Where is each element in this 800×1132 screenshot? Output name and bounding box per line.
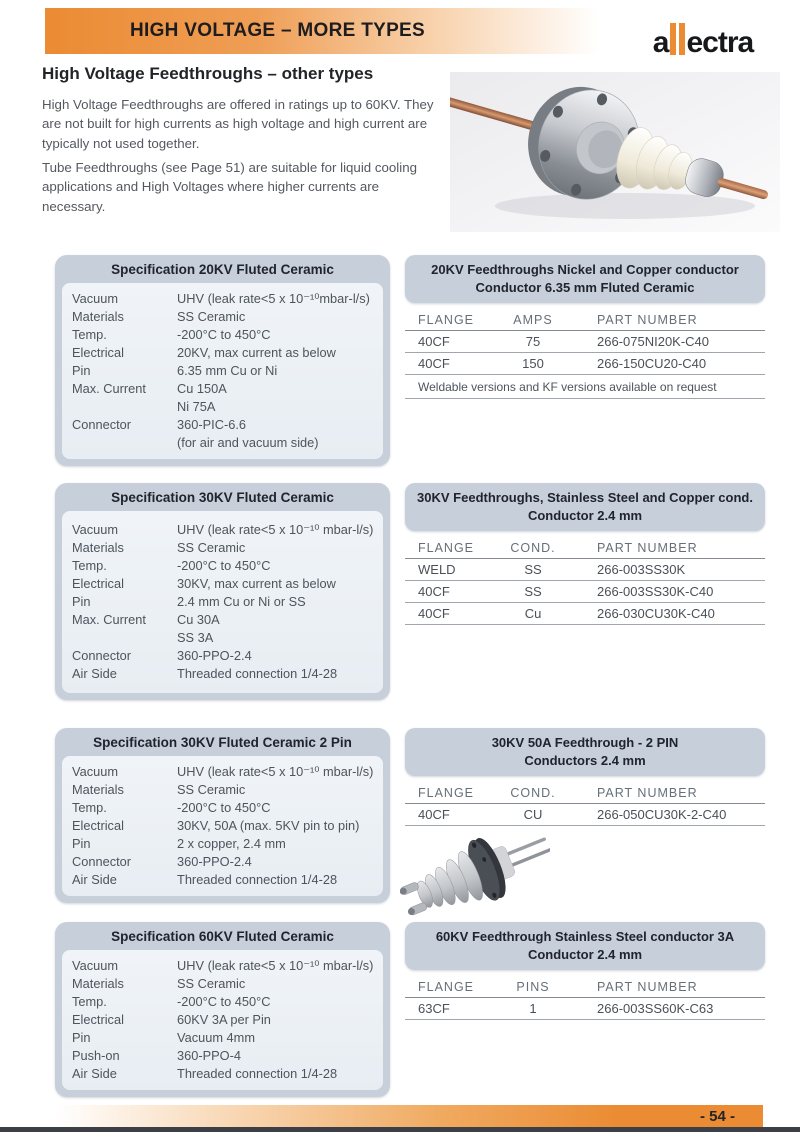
spec-row bbox=[72, 290, 377, 308]
page-bottom-edge bbox=[0, 1127, 800, 1132]
spec-row bbox=[72, 993, 377, 1011]
spec-value: SS Ceramic bbox=[177, 540, 246, 555]
spec-value: 20KV, max current as below bbox=[177, 345, 336, 360]
table-row bbox=[405, 998, 765, 1020]
table-title-line1: 30KV Feedthroughs, Stainless Steel and Copper cond. bbox=[417, 490, 753, 505]
spec-value: SS Ceramic bbox=[177, 976, 246, 991]
spec-value: 6.35 mm Cu or Ni bbox=[177, 363, 278, 378]
spec-label: Electrical bbox=[72, 345, 124, 360]
spec-label: Temp. bbox=[72, 327, 107, 342]
spec-label: Pin bbox=[72, 363, 91, 378]
spec-value: Threaded connection 1/4-28 bbox=[177, 666, 338, 681]
spec-value: 360-PPO-2.4 bbox=[177, 854, 252, 869]
column-header: FLANGE bbox=[418, 313, 475, 328]
spec-row bbox=[72, 557, 377, 575]
table-title-line2: Conductor 2.4 mm bbox=[527, 947, 643, 963]
spec-value: UHV (leak rate<5 x 10⁻¹⁰ mbar-l/s) bbox=[177, 764, 374, 779]
spec-label: Connector bbox=[72, 648, 132, 663]
column-header: FLANGE bbox=[418, 541, 475, 556]
intro-paragraph-2: Tube Feedthroughs (see Page 51) are suitable for liquid cooling applications and High Voltages where higher currents are necessary. bbox=[42, 160, 418, 214]
spec-row bbox=[72, 799, 377, 817]
cell-flange: 40CF bbox=[418, 356, 450, 372]
spec-row bbox=[72, 380, 377, 398]
section-heading: High Voltage Feedthroughs – other types bbox=[42, 64, 374, 83]
spec-value: 30KV, max current as below bbox=[177, 576, 336, 591]
table-footnote: Weldable versions and KF versions available on request bbox=[405, 375, 765, 399]
logo-letters-ectra: ectra bbox=[686, 26, 754, 59]
spec-label bbox=[72, 398, 177, 416]
spec-value: Cu 150A bbox=[177, 381, 227, 396]
cell-flange: 40CF bbox=[418, 606, 450, 622]
spec-value: -200°C to 450°C bbox=[177, 800, 271, 815]
spec-label bbox=[72, 434, 177, 452]
cell-part-number: 266-003SS60K-C63 bbox=[597, 1001, 714, 1017]
spec-value: UHV (leak rate<5 x 10⁻¹⁰ mbar-l/s) bbox=[177, 522, 374, 537]
table-header-row bbox=[405, 977, 765, 998]
cell-pins: 1 bbox=[529, 1001, 537, 1017]
column-header: COND. bbox=[510, 541, 556, 556]
spec-row bbox=[72, 593, 377, 611]
spec-row bbox=[72, 398, 377, 416]
page-title: HIGH VOLTAGE – MORE TYPES bbox=[130, 20, 425, 41]
spec-label: Vacuum bbox=[72, 958, 118, 973]
spec-value: 2 x copper, 2.4 mm bbox=[177, 836, 286, 851]
cell-flange: 40CF bbox=[418, 807, 450, 823]
spec-row bbox=[72, 611, 377, 629]
allectra-logo bbox=[648, 4, 758, 58]
spec-box-60kv bbox=[55, 922, 390, 1097]
spec-label: Pin bbox=[72, 836, 91, 851]
spec-row bbox=[72, 871, 377, 889]
spec-value: Cu 30A bbox=[177, 612, 220, 627]
cell-part-number: 266-003SS30K bbox=[597, 562, 686, 578]
spec-value: Threaded connection 1/4-28 bbox=[177, 872, 338, 887]
spec-row bbox=[72, 957, 377, 975]
spec-row bbox=[72, 835, 377, 853]
cell-part-number: 266-050CU30K-2-C40 bbox=[597, 807, 727, 823]
spec-label: Temp. bbox=[72, 994, 107, 1009]
spec-label: Connector bbox=[72, 854, 132, 869]
spec-value: -200°C to 450°C bbox=[177, 558, 271, 573]
spec-label: Temp. bbox=[72, 800, 107, 815]
cell-flange: 40CF bbox=[418, 584, 450, 600]
spec-value: 360-PPO-4 bbox=[177, 1048, 242, 1063]
spec-box-title: Specification 30KV Fluted Ceramic bbox=[111, 490, 334, 505]
page-number: - 54 - bbox=[699, 1108, 735, 1125]
spec-row bbox=[72, 308, 377, 326]
spec-value: 360-PIC-6.6 bbox=[177, 417, 246, 432]
table-title-line2: Conductors 2.4 mm bbox=[524, 753, 646, 769]
spec-row bbox=[72, 575, 377, 593]
spec-label: Vacuum bbox=[72, 291, 118, 306]
spec-box-title: Specification 30KV Fluted Ceramic 2 Pin bbox=[93, 735, 352, 750]
spec-box-body bbox=[62, 950, 383, 1090]
spec-label: Push-on bbox=[72, 1048, 120, 1063]
table-title bbox=[405, 728, 765, 776]
spec-row bbox=[72, 1047, 377, 1065]
logo-letter-a: a bbox=[652, 26, 669, 59]
cell-part-number: 266-150CU20-C40 bbox=[597, 356, 707, 372]
table-title bbox=[405, 922, 765, 970]
spec-box-body bbox=[62, 756, 383, 896]
cell-amps: 150 bbox=[522, 356, 544, 372]
table-header-row bbox=[405, 783, 765, 804]
spec-row bbox=[72, 539, 377, 557]
table-title bbox=[405, 483, 765, 531]
cell-flange: WELD bbox=[418, 562, 456, 578]
table-row bbox=[405, 603, 765, 625]
spec-label: Materials bbox=[72, 540, 124, 555]
table-30kv-50a bbox=[405, 728, 765, 826]
column-header: PINS bbox=[516, 980, 550, 995]
table-title bbox=[405, 255, 765, 303]
spec-value: SS Ceramic bbox=[177, 782, 246, 797]
table-title-line1: 30KV 50A Feedthrough - 2 PIN bbox=[491, 735, 679, 750]
spec-box-body bbox=[62, 511, 383, 693]
logo-bar-icon bbox=[670, 23, 676, 55]
spec-value: SS Ceramic bbox=[177, 309, 246, 324]
cell-conductor: SS bbox=[524, 584, 542, 600]
table-row bbox=[405, 331, 765, 353]
spec-value: 360-PPO-2.4 bbox=[177, 648, 252, 663]
spec-row bbox=[72, 1011, 377, 1029]
spec-row bbox=[72, 1029, 377, 1047]
spec-box-30kv bbox=[55, 483, 390, 700]
spec-value: (for air and vacuum side) bbox=[177, 435, 319, 450]
column-header: COND. bbox=[510, 786, 556, 801]
spec-row bbox=[72, 1065, 377, 1083]
allectra-logo-text bbox=[653, 23, 753, 58]
spec-label: Temp. bbox=[72, 558, 107, 573]
spec-row bbox=[72, 344, 377, 362]
product-photo-feedthrough-2pin bbox=[400, 822, 550, 927]
spec-value: 2.4 mm Cu or Ni or SS bbox=[177, 594, 306, 609]
spec-row bbox=[72, 817, 377, 835]
spec-row bbox=[72, 853, 377, 871]
cell-conductor: SS bbox=[524, 562, 542, 578]
table-row bbox=[405, 581, 765, 603]
spec-row bbox=[72, 521, 377, 539]
spec-value: 30KV, 50A (max. 5KV pin to pin) bbox=[177, 818, 360, 833]
table-row bbox=[405, 559, 765, 581]
spec-value: 60KV 3A per Pin bbox=[177, 1012, 271, 1027]
cell-conductor: Cu bbox=[524, 606, 542, 622]
spec-label bbox=[72, 629, 177, 647]
cell-part-number: 266-075NI20K-C40 bbox=[597, 334, 710, 350]
spec-label: Air Side bbox=[72, 1066, 117, 1081]
column-header: FLANGE bbox=[418, 786, 475, 801]
spec-value: UHV (leak rate<5 x 10⁻¹⁰ mbar-l/s) bbox=[177, 958, 374, 973]
cell-flange: 63CF bbox=[418, 1001, 450, 1017]
spec-label: Air Side bbox=[72, 666, 117, 681]
header-banner bbox=[45, 8, 648, 54]
spec-label: Vacuum bbox=[72, 522, 118, 537]
spec-label: Connector bbox=[72, 417, 132, 432]
spec-value: Threaded connection 1/4-28 bbox=[177, 1066, 338, 1081]
spec-label: Electrical bbox=[72, 576, 124, 591]
spec-box-20kv bbox=[55, 255, 390, 466]
product-photo-feedthrough-20kv bbox=[450, 72, 780, 232]
spec-row bbox=[72, 975, 377, 993]
table-title-line2: Conductor 6.35 mm Fluted Ceramic bbox=[475, 280, 695, 296]
spec-label: Max. Current bbox=[72, 381, 146, 396]
intro-paragraph-1: High Voltage Feedthroughs are offered in ratings up to 60KV. They are not built for high currents as high voltage and high current are typically not used together. bbox=[42, 97, 434, 151]
cell-flange: 40CF bbox=[418, 334, 450, 350]
table-title-line1: 60KV Feedthrough Stainless Steel conductor 3A bbox=[435, 929, 735, 944]
spec-label: Pin bbox=[72, 594, 91, 609]
logo-bar-icon bbox=[679, 23, 685, 55]
spec-value: -200°C to 450°C bbox=[177, 327, 271, 342]
column-header: AMPS bbox=[513, 313, 553, 328]
spec-box-30kv-2pin bbox=[55, 728, 390, 903]
column-header: FLANGE bbox=[418, 980, 475, 995]
cell-part-number: 266-003SS30K-C40 bbox=[597, 584, 714, 600]
spec-label: Electrical bbox=[72, 1012, 124, 1027]
table-header-row bbox=[405, 538, 765, 559]
spec-value: -200°C to 450°C bbox=[177, 994, 271, 1009]
spec-row bbox=[72, 629, 377, 647]
spec-label: Electrical bbox=[72, 818, 124, 833]
column-header: PART NUMBER bbox=[597, 980, 698, 995]
spec-value: SS 3A bbox=[177, 630, 214, 645]
spec-label: Vacuum bbox=[72, 764, 118, 779]
spec-label: Pin bbox=[72, 1030, 91, 1045]
table-header-row bbox=[405, 310, 765, 331]
spec-value: UHV (leak rate<5 x 10⁻¹⁰mbar-l/s) bbox=[177, 291, 370, 306]
spec-row bbox=[72, 326, 377, 344]
column-header: PART NUMBER bbox=[597, 541, 698, 556]
table-row bbox=[405, 353, 765, 375]
table-20kv bbox=[405, 255, 765, 399]
spec-row bbox=[72, 665, 377, 683]
spec-row bbox=[72, 362, 377, 380]
spec-row bbox=[72, 647, 377, 665]
spec-row bbox=[72, 763, 377, 781]
spec-label: Air Side bbox=[72, 872, 117, 887]
spec-label: Materials bbox=[72, 782, 124, 797]
spec-label: Materials bbox=[72, 309, 124, 324]
spec-value: Ni 75A bbox=[177, 399, 216, 414]
spec-box-title: Specification 20KV Fluted Ceramic bbox=[111, 262, 334, 277]
spec-label: Max. Current bbox=[72, 612, 146, 627]
spec-row bbox=[72, 434, 377, 452]
cell-amps: 75 bbox=[525, 334, 541, 350]
spec-row bbox=[72, 781, 377, 799]
footer-bar bbox=[55, 1105, 763, 1128]
column-header: PART NUMBER bbox=[597, 313, 698, 328]
cell-conductor: CU bbox=[523, 807, 543, 823]
cell-part-number: 266-030CU30K-C40 bbox=[597, 606, 715, 622]
spec-label: Materials bbox=[72, 976, 124, 991]
spec-box-body bbox=[62, 283, 383, 459]
table-60kv bbox=[405, 922, 765, 1020]
table-title-line1: 20KV Feedthroughs Nickel and Copper conductor bbox=[431, 262, 739, 277]
table-30kv bbox=[405, 483, 765, 625]
table-title-line2: Conductor 2.4 mm bbox=[527, 508, 643, 524]
spec-value: Vacuum 4mm bbox=[177, 1030, 255, 1045]
spec-row bbox=[72, 416, 377, 434]
column-header: PART NUMBER bbox=[597, 786, 698, 801]
spec-box-title: Specification 60KV Fluted Ceramic bbox=[111, 929, 334, 944]
